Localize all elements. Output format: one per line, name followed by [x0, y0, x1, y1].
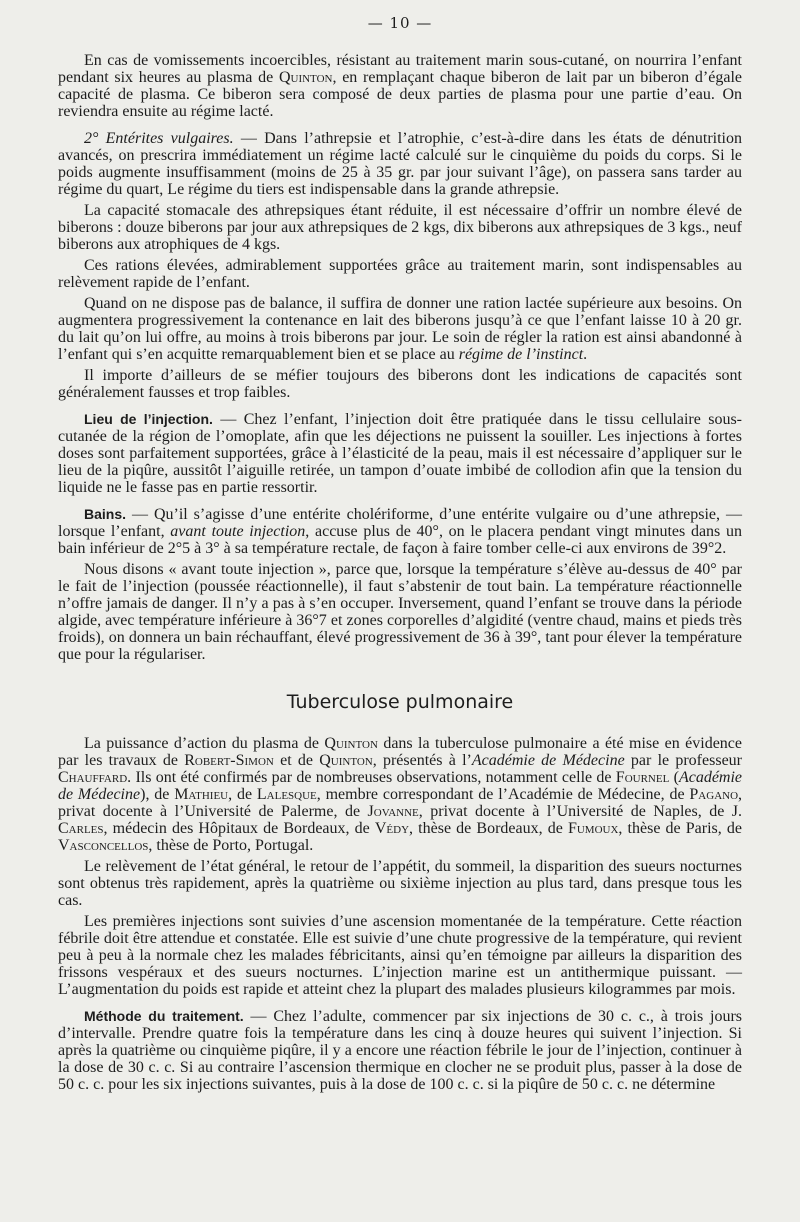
paragraph: Ces rations élevées, admirablement supportées grâce au traitement marin, sont indispensables au relèvement rapide de l’enfant. — [58, 257, 742, 291]
paragraph — [58, 130, 742, 198]
text: dans la tuberculose pulmonaire a été mise en évidence par les travaux de — [58, 735, 743, 769]
author-name: Vasconcellos — [58, 837, 149, 854]
run-in-heading: Bains. — [84, 506, 127, 522]
text: et de — [273, 752, 320, 769]
paragraph — [58, 506, 742, 557]
page-number: — 10 — — [367, 14, 433, 32]
author-name: Lalesque — [256, 786, 317, 803]
author-name: Védy — [374, 820, 410, 837]
paragraph — [58, 52, 742, 120]
author-name: Jovanne — [367, 803, 419, 820]
emphasis: Académie de Médecine — [471, 752, 625, 769]
text: ( — [669, 769, 679, 786]
text: , accuse plus de 40°, on le placera pendant vingt minutes dans un bain inférieur de 2°5 à 3° à sa température rectale, de façon à faire tomber celle-ci aux environs de 39°2. — [58, 523, 742, 557]
text: — Qu’il s’agisse d’une entérite cholériforme, d’une entérite vulgaire ou d’une athrepsie, — lorsque l’enfant, — [58, 506, 742, 540]
paragraph: Nous disons « avant toute injection », parce que, lorsque la température s’élève au-dessus de 40° par le fait de l’injection (poussée réactionnelle), il faut s’abstenir de tout bain. La température réactionnelle n’offre jamais de danger. Il n’y a pas à s’en occuper. Inversement, quand l’enfant se trouve dans la période algide, avec température inférieure à 36°7 et zones corporelles d’algidité (ventre chaud, mains et pieds très froids), on donnera un bain réchauffant, élevé progressivement de 36 à 39°, tant pour élever la température que pour la régulariser. — [58, 561, 742, 663]
text: , médecin des Hôpitaux de Bordeaux, de — [103, 820, 375, 837]
paragraph — [58, 735, 742, 854]
emphasis: régime de l’instinct — [458, 346, 584, 363]
author-name: Quinton — [324, 735, 378, 752]
paragraph — [58, 411, 742, 496]
section-heading: Tuberculose pulmonaire — [286, 691, 514, 713]
paragraph: Il importe d’ailleurs de se méfier toujours des biberons dont les indications de capacités sont généralement fausses et trop faibles. — [58, 367, 742, 401]
paragraph — [58, 1008, 742, 1093]
text: , en remplaçant chaque biberon de lait par un biberon d’égale capacité de plasma. Ce biberon sera composé de deux parties de plasma pour une partie d’eau. On reviendra ensuite au régime lacté. — [58, 69, 742, 120]
text: — Chez l’adulte, commencer par six injections de 30 c. c., à trois jours d’intervalle. Prendre quatre fois la température dans les cinq à douze heures qui suivent l’injection. Si après la quatrième ou cinquième piqûre, il y a encore une réaction fébrile le jour de l’injection, continuer à la dose de 30 c. c. Si au contraire l’ascension thermique en clocher ne se produit plus, passer à la dose de 50 c. c. pour les six injections suivantes, puis à la dose de 100 c. c. si la piqûre de 50 c. c. ne détermine — [58, 1008, 743, 1093]
paragraph — [58, 295, 742, 363]
text: , thèse de Bordeaux, de — [409, 820, 568, 837]
text: — Dans l’athrepsie et l’atrophie, c’est-à-dire dans les états de dénutrition avancés, on prescrira immédiatement un régime lacté calculé sur le cinquième du poids du corps. Si le poids augmente insuffisamment (moins de 25 à 35 gr. par jour suivant l’âge), on passera sans tarder au régime du quart, Le régime du tiers est indispensable dans la grande athrepsie. — [58, 130, 742, 198]
paragraph: La capacité stomacale des athrepsiques étant réduite, il est nécessaire d’offrir un nombre élevé de biberons : douze biberons par jour aux athrepsiques de 2 kgs, dix biberons aux athrepsiques de 3 kgs., neuf biberons aux atrophiques de 4 kgs. — [58, 202, 742, 253]
run-in-heading: 2° Entérites vulgaires. — [84, 130, 234, 147]
emphasis: Académie de Médecine — [58, 769, 743, 803]
author-name: Chauffard — [58, 769, 128, 786]
text: , de — [228, 786, 257, 803]
text: En cas de vomissements incoercibles, résistant au traitement marin sous-cutané, on nourrira l’enfant pendant six heures au plasma de — [58, 52, 742, 86]
author-name: Robert-Simon — [184, 752, 274, 769]
author-name: Fumoux — [567, 820, 619, 837]
paragraph: Le relèvement de l’état général, le retour de l’appétit, du sommeil, la disparition des sueurs nocturnes sont obtenus très rapidement, après la quatrième ou sixième injection au plus tard, dans presque tous les cas. — [58, 858, 742, 909]
text: , privat docente à l’Université de Naples, de J. — [418, 803, 743, 820]
text: . Ils ont été confirmés par de nombreuses observations, notamment celle de — [127, 769, 616, 786]
paragraph: Les premières injections sont suivies d’une ascension momentanée de la température. Cette réaction fébrile doit être attendue et constatée. Elle est suivie d’une chute progressive de la température, qui revient peu à peu à la normale chez les malades fébricitants, ainsi qu’en témoigne par ailleurs la disparition des frissons vespéraux et des sueurs nocturnes. L’injection marine est un antithermique puissant. — L’augmentation du poids est rapide et atteint chez la plupart des malades plusieurs kilogrammes par mois. — [58, 913, 742, 998]
author-name: Quinton — [278, 69, 333, 86]
author-name: Mathieu — [174, 786, 229, 803]
emphasis: avant toute injection — [170, 523, 306, 540]
text: , privat docente à l’Université de Palerme, de — [58, 786, 743, 820]
author-name: Carles — [58, 820, 104, 837]
run-in-heading: Méthode du traitement. — [84, 1008, 244, 1024]
text: ), de — [140, 786, 175, 803]
text: , membre correspondant de l’Académie de Médecine, de — [316, 786, 690, 803]
text: , thèse de Paris, de — [618, 820, 742, 837]
author-name: Quinton — [319, 752, 373, 769]
text: Quand on ne dispose pas de balance, il suffira de donner une ration lactée supérieure aux besoins. On augmentera progressivement la contenance en lait des biberons jusqu’à ce que l’enfant laisse 10 à 20 gr. du lait qu’on lui offre, au moins à trois biberons par jour. Le soin de régler la ration est ainsi abandonné à l’enfant qui s’en acquitte remarquablement bien et se place au — [58, 295, 742, 363]
author-name: Pagano — [689, 786, 739, 803]
run-in-heading: Lieu de l’injection. — [84, 411, 213, 427]
text: , présentés à l’ — [372, 752, 472, 769]
author-name: Fournel — [615, 769, 670, 786]
text: La puissance d’action du plasma de — [84, 735, 325, 752]
text: . — [583, 346, 588, 363]
text: par le professeur — [624, 752, 742, 769]
text: , thèse de Porto, Portugal. — [148, 837, 314, 854]
text: — Chez l’enfant, l’injection doit être pratiquée dans le tissu cellulaire sous-cutanée de la région de l’omoplate, afin que les déjections ne puissent la souiller. Les injections à fortes doses sont parfaitement supportées, grâce à l’élasticité de la peau, mais il est nécessaire d’appliquer sur le lieu de la piqûre, aussitôt l’aiguille retirée, un tampon d’ouate imbibé de collodion afin que la tension du liquide ne le fasse pas en partie ressortir. — [58, 411, 742, 496]
